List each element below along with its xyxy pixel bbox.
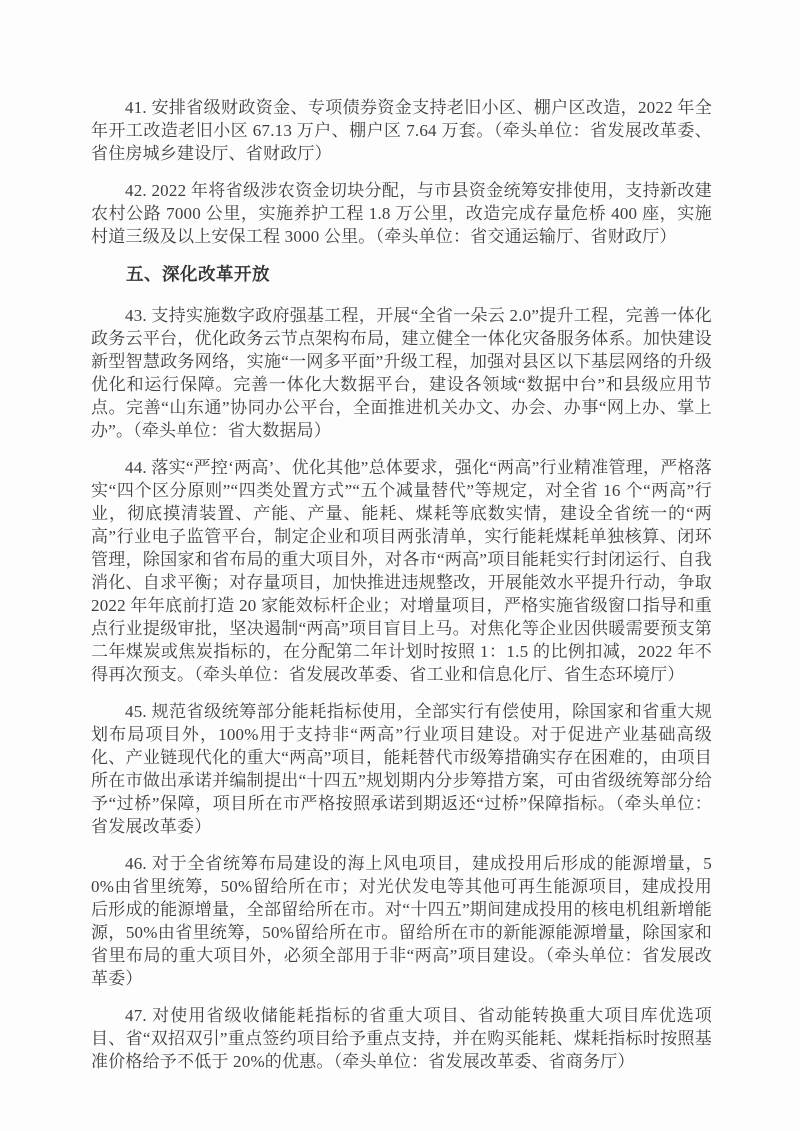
section-heading: 五、深化改革开放 (126, 264, 270, 284)
paragraph-41: 41. 安排省级财政资金、专项债券资金支持老旧小区、棚户区改造，2022 年全年开工改造老旧小区 67.13 万户、棚户区 7.64 万套。（牵头单位：省发展改革委、省住房城乡建设厅、省财政厅） (91, 98, 712, 163)
document-content (91, 96, 712, 1087)
paragraph-42: 42. 2022 年将省级涉农资金切块分配，与市县资金统筹安排使用，支持新改建农村公路 7000 公里，实施养护工程 1.8 万公里，改造完成存量危桥 400 座，实施村道三级及以上安保工程 3000 公里。（牵头单位：省交通运输厅、省财政厅） (91, 181, 712, 246)
paragraph-47: 47. 对使用省级收储能耗指标的省重大项目、省动能转换重大项目库优选项目、省“双招双引”重点签约项目给予重点支持，并在购买能耗、煤耗指标时按照基准价格给予不低于 20%的优惠。（牵头单位：省发展改革委、省商务厅） (91, 1006, 712, 1071)
paragraph-43: 43. 支持实施数字政府强基工程，开展“全省一朵云 2.0”提升工程，完善一体化政务云平台，优化政务云节点架构布局，建立健全一体化灾备服务体系。加快建设新型智慧政务网络，实施“一网多平面”升级工程，加强对县区以下基层网络的升级优化和运行保障。完善一体化大数据平台，建设各领域“数据中台”和县级应用节点。完善“山东通”协同办公平台，全面推进机关办文、办会、办事“网上办、掌上办”。（牵头单位：省大数据局） (91, 306, 712, 440)
paragraph-45: 45. 规范省级统筹部分能耗指标使用，全部实行有偿使用，除国家和省重大规划布局项目外，100%用于支持非“两高”行业项目建设。对于促进产业基础高级化、产业链现代化的重大“两高”项目，能耗替代市级筹措确实存在困难的，由项目所在市做出承诺并编制提出“十四五”规划期内分步筹措方案，可由省级统筹部分给予“过桥”保障，项目所在市严格按照承诺到期返还“过桥”保障指标。（牵头单位：省发展改革委） (91, 702, 712, 836)
paragraph-46: 46. 对于全省统筹布局建设的海上风电项目，建成投用后形成的能源增量，50%由省里统筹，50%留给所在市；对光伏发电等其他可再生能源项目，建成投用后形成的能源增量，全部留给所在市。对“十四五”期间建成投用的核电机组新增能源，50%由省里统筹，50%留给所在市。留给所在市的新能源能源增量，除国家和省里布局的重大项目外，必须全部用于非“两高”项目建设。（牵头单位：省发展改革委） (91, 854, 712, 988)
paragraph-44: 44. 落实“严控‘两高’、优化其他”总体要求，强化“两高”行业精准管理，严格落实“四个区分原则”“四类处置方式”“五个减量替代”等规定，对全省 16 个“两高”行业，彻底摸清装置、产能、产量、能耗、煤耗等底数实情，建设全省统一的“两高”行业电子监管平台，制定企业和项目两张清单，实行能耗煤耗单独核算、闭环管理，除国家和省布局的重大项目外，对各市“两高”项目能耗实行封闭运行、自我消化、自求平衡；对存量项目，加快推进违规整改，开展能效水平提升行动，争取 2022 年年底前打造 20 家能效标杆企业；对增量项目，严格实施省级窗口指导和重点行业提级审批，坚决遏制“两高”项目盲目上马。对焦化等企业因供暖需要预支第二年煤炭或焦炭指标的，在分配第二年计划时按照 1：1.5 的比例扣减，2022 年不得再次预支。（牵头单位：省发展改革委、省工业和信息化厅、省生态环境厅） (91, 458, 712, 684)
